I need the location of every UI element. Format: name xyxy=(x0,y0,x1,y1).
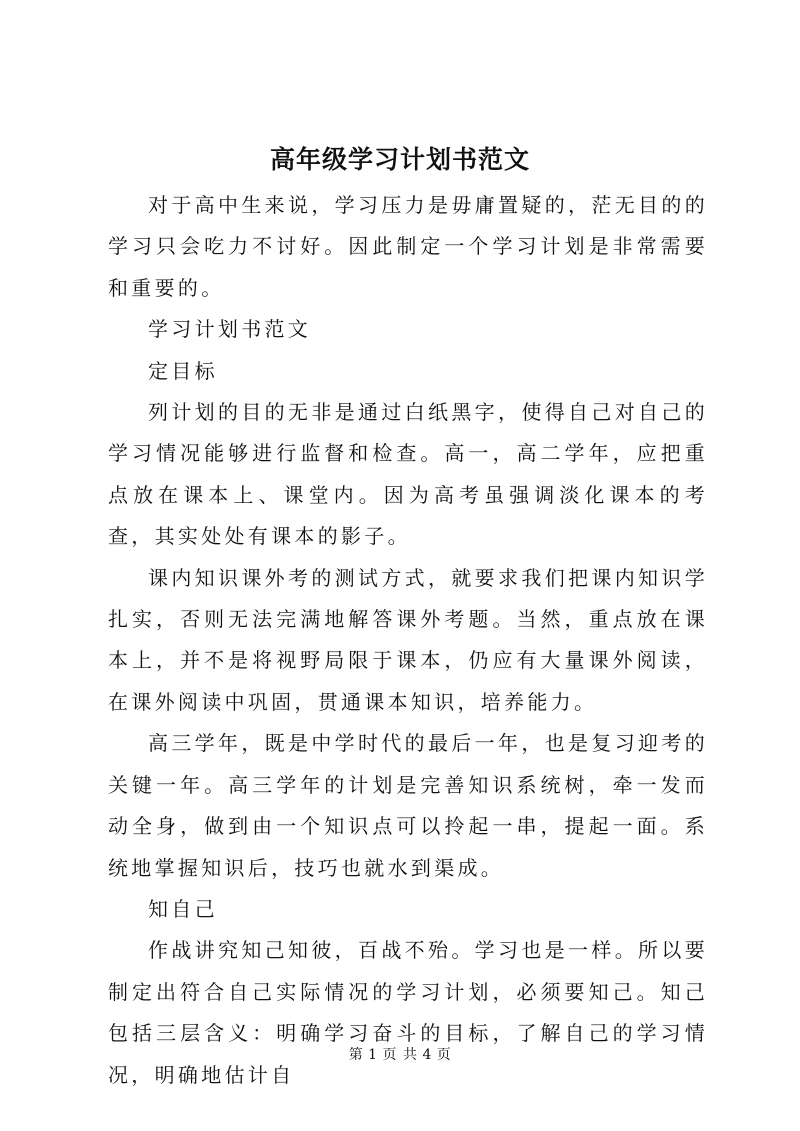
paragraph-know-self-1: 作战讲究知己知彼，百战不殆。学习也是一样。所以要制定出符合自己实际情况的学习计划，必须要知己。知己包括三层含义：明确学习奋斗的目标，了解自己的学习情况，明确地估计自 xyxy=(108,938,708,1087)
paragraph-goals-1: 列计划的目的无非是通过白纸黑字，使得自己对自己的学习情况能够进行监督和检查。高一，高二学年，应把重点放在课本上、课堂内。因为高考虽强调淡化课本的考查，其实处处有课本的影子。 xyxy=(108,400,708,549)
document-body xyxy=(108,185,708,1096)
section-heading-plan: 学习计划书范文 xyxy=(148,317,312,342)
page-footer xyxy=(0,1045,800,1065)
document-title: 高年级学习计划书范文 xyxy=(269,145,530,174)
paragraph-goals-2: 课内知识课外考的测试方式，就要求我们把课内知识学扎实，否则无法完满地解答课外考题。当然，重点放在课本上，并不是将视野局限于课本，仍应有大量课外阅读，在课外阅读中巩固，贯通课本知识，培养能力。 xyxy=(108,565,708,714)
paragraph-goals-3: 高三学年，既是中学时代的最后一年，也是复习迎考的关键一年。高三学年的计划是完善知识系统树，牵一发而动全身，做到由一个知识点可以拎起一串，提起一面。系统地掌握知识后，技巧也就水到渠成。 xyxy=(108,731,708,880)
section-heading-goals: 定目标 xyxy=(148,358,218,383)
page-number: 第 1 页 xyxy=(348,1047,397,1063)
section-heading-know-self: 知自己 xyxy=(148,896,218,921)
paragraph-intro: 对于高中生来说，学习压力是毋庸置疑的，茫无目的的学习只会吃力不讨好。因此制定一个学习计划是非常需要和重要的。 xyxy=(108,193,708,300)
page-total: 共 4 页 xyxy=(403,1047,452,1063)
